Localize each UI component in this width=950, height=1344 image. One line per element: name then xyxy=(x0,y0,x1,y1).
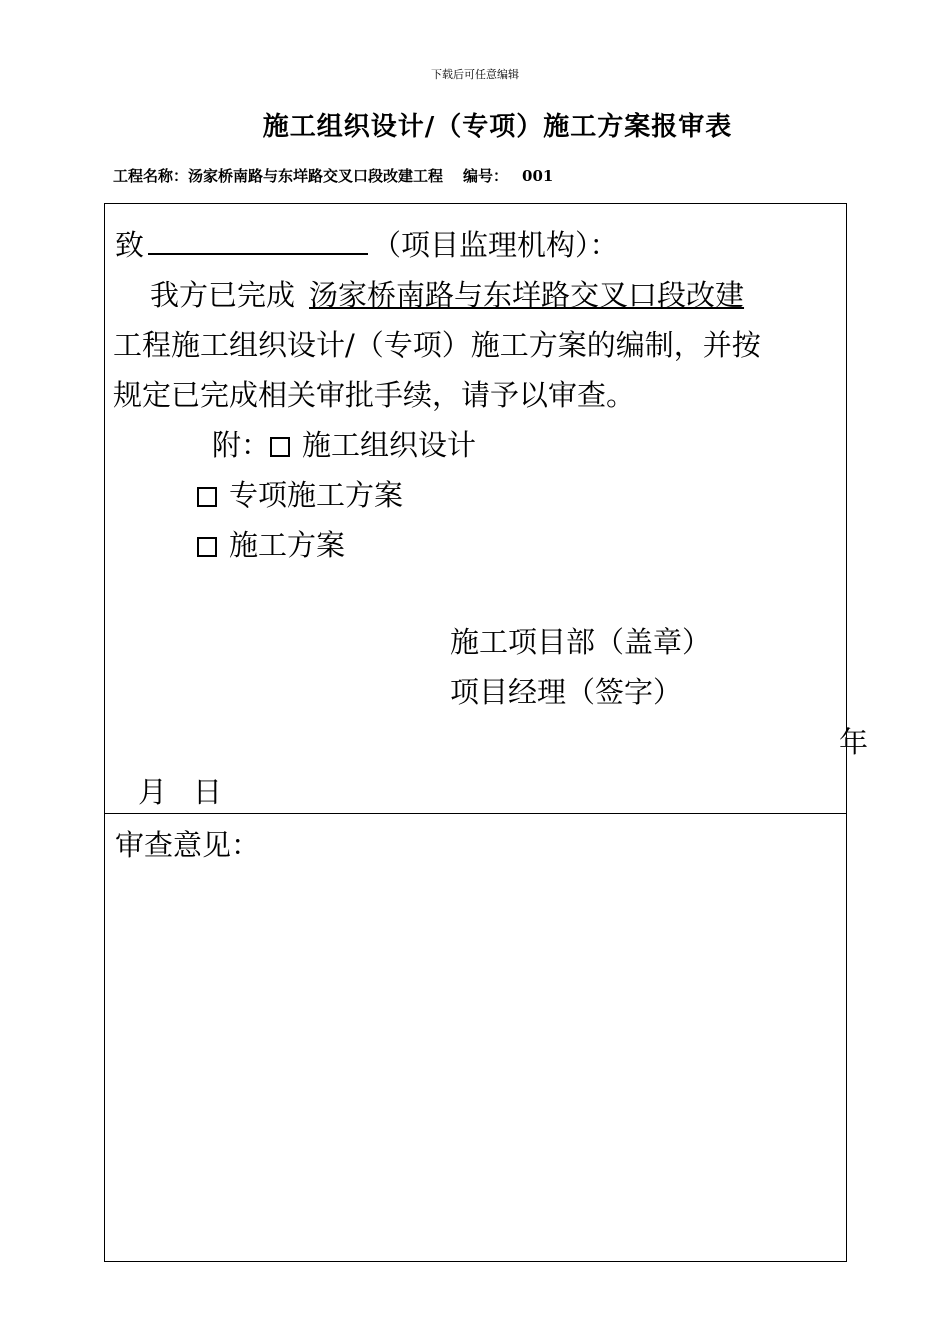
attachment-label: 施工方案 xyxy=(229,528,346,562)
paragraph-line-2: 工程施工组织设计/（专项）施工方案的编制，并按 xyxy=(113,328,761,362)
attachment-label: 施工组织设计 xyxy=(302,428,477,462)
attachment-item-construction-plan xyxy=(197,520,345,570)
checkbox-icon[interactable] xyxy=(197,487,217,507)
attach-prefix: 附： xyxy=(212,428,271,462)
attachment-label: 专项施工方案 xyxy=(229,478,404,512)
project-meta xyxy=(113,165,553,186)
para1-project-name: 汤家桥南路与东垟路交叉口段改建 xyxy=(309,278,745,312)
to-prefix: 致 xyxy=(115,228,145,262)
addressee-line xyxy=(115,220,619,270)
signature-dept: 施工项目部（盖章） xyxy=(450,625,712,659)
signature-manager: 项目经理（签字） xyxy=(450,675,683,709)
checkbox-icon[interactable] xyxy=(270,437,290,457)
checkbox-icon[interactable] xyxy=(197,537,217,557)
to-suffix: （项目监理机构）： xyxy=(372,228,619,262)
date-year: 年 xyxy=(839,725,869,759)
paragraph-line-1 xyxy=(150,270,744,320)
date-month-day xyxy=(138,767,222,817)
attachment-item-special-plan xyxy=(197,470,403,520)
date-day: 日 xyxy=(193,775,223,809)
project-name-label: 工程名称：汤家桥南路与东垟路交叉口段改建工程 xyxy=(113,167,444,185)
page-title: 施工组织设计/（专项）施工方案报审表 xyxy=(262,112,733,142)
number-value: 001 xyxy=(522,167,554,185)
attachment-item-construction-design xyxy=(212,420,476,470)
review-opinion-label: 审查意见： xyxy=(115,828,261,862)
paragraph-line-3: 规定已完成相关审批手续，请予以审查。 xyxy=(113,378,636,412)
para1-lead: 我方已完成 xyxy=(150,278,296,312)
date-month: 月 xyxy=(138,775,168,809)
number-label: 编号： xyxy=(463,167,509,185)
addressee-blank[interactable] xyxy=(148,223,368,255)
header-note: 下载后可任意编辑 xyxy=(431,68,519,81)
